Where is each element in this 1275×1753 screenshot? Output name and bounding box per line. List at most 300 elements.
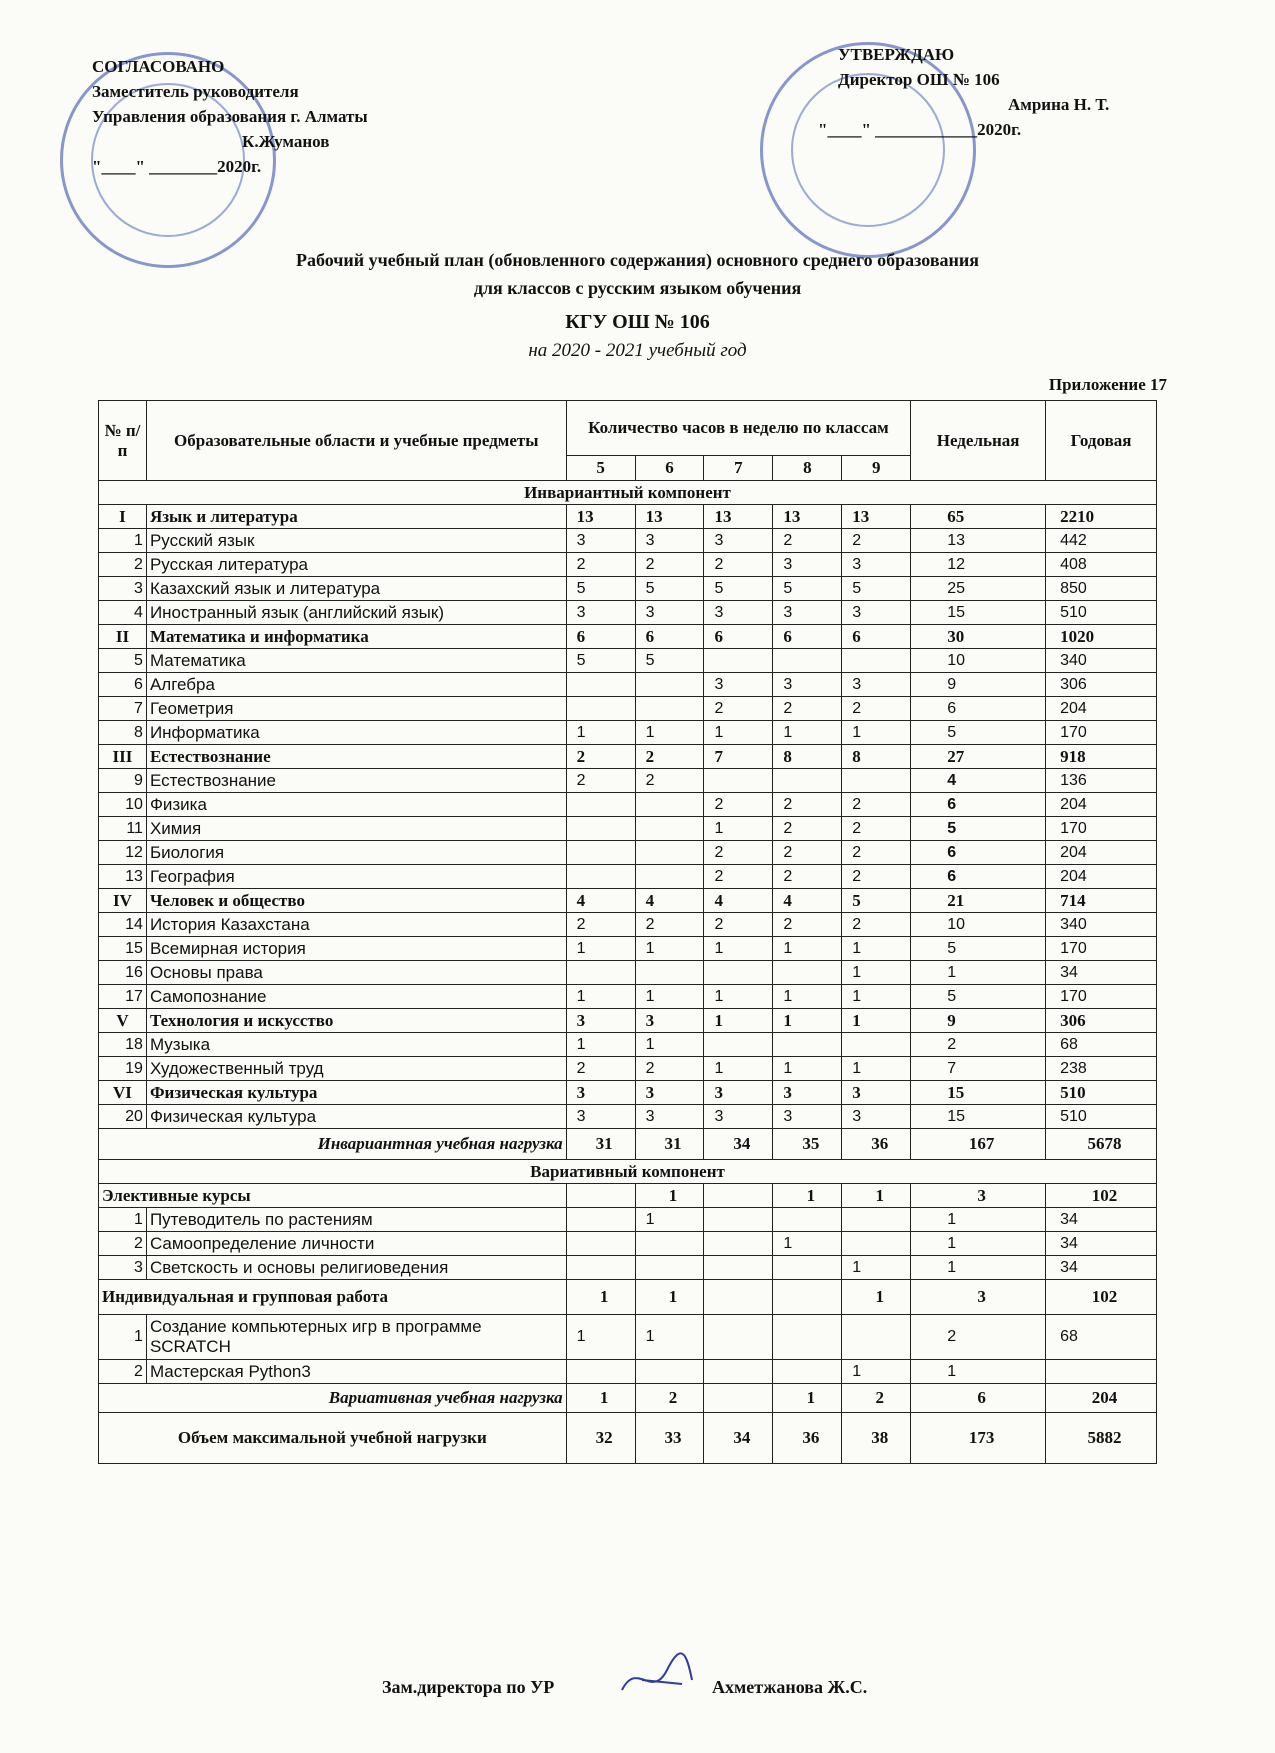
row-grade-8: 5 — [773, 577, 842, 601]
row-grade-8: 2 — [773, 697, 842, 721]
row-grade-6: 3 — [635, 529, 704, 553]
row-grade-5: 2 — [566, 1057, 635, 1081]
row-grade-6 — [635, 793, 704, 817]
grade-9: 9 — [842, 456, 911, 481]
row-grade-7 — [704, 1315, 773, 1360]
row-grade-7: 3 — [704, 1105, 773, 1129]
row-number: 3 — [99, 1256, 147, 1280]
appendix-label: Приложение 17 — [1048, 375, 1167, 394]
table-row — [99, 1057, 1157, 1081]
invariant-total-row-weekly: 167 — [911, 1129, 1046, 1160]
row-weekly: 10 — [911, 913, 1046, 937]
row-grade-9: 5 — [842, 577, 911, 601]
grade-7: 7 — [704, 456, 773, 481]
row-weekly: 5 — [911, 721, 1046, 745]
row-number: 15 — [99, 937, 147, 961]
row-grade-5: 1 — [566, 1315, 635, 1360]
invariant-total-row-grade-7: 34 — [704, 1129, 773, 1160]
table-row — [99, 841, 1157, 865]
row-grade-8: 2 — [773, 529, 842, 553]
row-yearly: 306 — [1046, 1009, 1157, 1033]
table-row — [99, 985, 1157, 1009]
row-subject: Математика — [146, 649, 566, 673]
row-yearly — [1046, 1360, 1157, 1384]
row-grade-6: 6 — [635, 625, 704, 649]
row-number: 4 — [99, 601, 147, 625]
table-row — [99, 529, 1157, 553]
row-number: 17 — [99, 985, 147, 1009]
row-grade-9 — [842, 769, 911, 793]
row-yearly: 306 — [1046, 673, 1157, 697]
row-grade-5: 3 — [566, 1105, 635, 1129]
table-row — [99, 1315, 1157, 1360]
row-grade-6: 1 — [635, 985, 704, 1009]
variative-total-row-grade-7 — [704, 1384, 773, 1413]
table-row — [99, 673, 1157, 697]
grade-5: 5 — [566, 456, 635, 481]
row-yearly: 340 — [1046, 913, 1157, 937]
invariant-total-row-grade-8: 35 — [773, 1129, 842, 1160]
max-total-row-grade-8: 36 — [773, 1413, 842, 1464]
row-grade-6: 5 — [635, 577, 704, 601]
invariant-total-row-yearly: 5678 — [1046, 1129, 1157, 1160]
row-grade-8: 4 — [773, 889, 842, 913]
row-grade-6: 1 — [635, 1033, 704, 1057]
elective-row-grade-8: 1 — [773, 1184, 842, 1208]
row-grade-7: 2 — [704, 865, 773, 889]
row-grade-7: 1 — [704, 937, 773, 961]
row-subject: Всемирная история — [146, 937, 566, 961]
row-subject: Мастерская Python3 — [146, 1360, 566, 1384]
row-grade-8: 3 — [773, 1081, 842, 1105]
table-row — [99, 865, 1157, 889]
header-yearly: Годовая — [1046, 401, 1157, 481]
row-grade-6: 1 — [635, 1208, 704, 1232]
row-subject: Биология — [146, 841, 566, 865]
invariant-total-row-grade-9: 36 — [842, 1129, 911, 1160]
row-weekly: 6 — [911, 697, 1046, 721]
row-grade-5: 2 — [566, 553, 635, 577]
row-grade-7: 2 — [704, 841, 773, 865]
row-grade-6 — [635, 817, 704, 841]
row-grade-9: 2 — [842, 529, 911, 553]
table-row — [99, 1081, 1157, 1105]
row-subject: Художественный труд — [146, 1057, 566, 1081]
invariant-total-row-grade-6: 31 — [635, 1129, 704, 1160]
row-weekly: 21 — [911, 889, 1046, 913]
row-grade-8: 2 — [773, 817, 842, 841]
row-subject: Казахский язык и литература — [146, 577, 566, 601]
row-grade-8 — [773, 1315, 842, 1360]
row-number: 11 — [99, 817, 147, 841]
individual-row-grade-5: 1 — [566, 1280, 635, 1315]
row-grade-9 — [842, 1232, 911, 1256]
row-yearly: 68 — [1046, 1315, 1157, 1360]
table-row — [99, 1256, 1157, 1280]
row-grade-8: 3 — [773, 1105, 842, 1129]
variative-total-row-weekly: 6 — [911, 1384, 1046, 1413]
row-weekly: 9 — [911, 1009, 1046, 1033]
row-grade-9: 2 — [842, 697, 911, 721]
row-grade-6: 5 — [635, 649, 704, 673]
row-number: III — [99, 745, 147, 769]
row-yearly: 238 — [1046, 1057, 1157, 1081]
row-weekly: 15 — [911, 1081, 1046, 1105]
row-grade-6: 1 — [635, 721, 704, 745]
row-grade-9: 3 — [842, 601, 911, 625]
approval-left-title: СОГЛАСОВАНО — [92, 57, 225, 76]
row-yearly: 442 — [1046, 529, 1157, 553]
row-grade-5: 1 — [566, 985, 635, 1009]
individual-row-grade-9: 1 — [842, 1280, 911, 1315]
row-yearly: 34 — [1046, 1208, 1157, 1232]
header-subject: Образовательные области и учебные предметы — [146, 401, 566, 481]
row-grade-5 — [566, 865, 635, 889]
row-number: V — [99, 1009, 147, 1033]
row-weekly: 15 — [911, 1105, 1046, 1129]
table-row — [99, 913, 1157, 937]
individual-row-grade-7 — [704, 1280, 773, 1315]
row-weekly: 1 — [911, 1360, 1046, 1384]
row-subject: Самопознание — [146, 985, 566, 1009]
row-grade-7: 7 — [704, 745, 773, 769]
row-grade-7 — [704, 1033, 773, 1057]
row-grade-7: 2 — [704, 697, 773, 721]
row-yearly: 170 — [1046, 721, 1157, 745]
individual-row-grade-8 — [773, 1280, 842, 1315]
row-grade-6: 3 — [635, 1105, 704, 1129]
row-yearly: 204 — [1046, 697, 1157, 721]
elective-row — [99, 1184, 1157, 1208]
row-grade-8: 6 — [773, 625, 842, 649]
approval-right-date: "____" ____________2020г. — [818, 120, 1022, 139]
row-weekly: 10 — [911, 649, 1046, 673]
row-number: II — [99, 625, 147, 649]
row-grade-6 — [635, 697, 704, 721]
row-grade-8: 2 — [773, 865, 842, 889]
approval-left-date: "____" ________2020г. — [92, 157, 262, 176]
individual-row-label: Индивидуальная и групповая работа — [99, 1280, 567, 1315]
row-grade-6: 2 — [635, 913, 704, 937]
row-grade-6 — [635, 841, 704, 865]
row-number: 2 — [99, 1360, 147, 1384]
row-number: 1 — [99, 529, 147, 553]
row-weekly: 27 — [911, 745, 1046, 769]
row-grade-9: 3 — [842, 553, 911, 577]
row-weekly: 9 — [911, 673, 1046, 697]
row-number: 2 — [99, 553, 147, 577]
max-total-row-label: Объем максимальной учебной нагрузки — [99, 1413, 567, 1464]
row-number: 20 — [99, 1105, 147, 1129]
table-row — [99, 745, 1157, 769]
table-row — [99, 553, 1157, 577]
row-grade-9: 1 — [842, 961, 911, 985]
row-grade-5: 3 — [566, 529, 635, 553]
row-weekly: 30 — [911, 625, 1046, 649]
row-grade-8: 1 — [773, 985, 842, 1009]
row-subject: Естествознание — [146, 769, 566, 793]
individual-row-yearly: 102 — [1046, 1280, 1157, 1315]
row-grade-9: 1 — [842, 1256, 911, 1280]
invariant-total-row — [99, 1129, 1157, 1160]
row-yearly: 204 — [1046, 841, 1157, 865]
row-grade-7 — [704, 1208, 773, 1232]
row-weekly: 15 — [911, 601, 1046, 625]
row-grade-9: 2 — [842, 817, 911, 841]
row-grade-7: 4 — [704, 889, 773, 913]
row-weekly: 1 — [911, 1256, 1046, 1280]
row-yearly: 1020 — [1046, 625, 1157, 649]
row-subject: Основы права — [146, 961, 566, 985]
row-subject: Естествознание — [146, 745, 566, 769]
row-weekly: 65 — [911, 505, 1046, 529]
row-grade-7 — [704, 649, 773, 673]
invariant-section — [99, 481, 1157, 505]
row-weekly: 12 — [911, 553, 1046, 577]
row-grade-8: 8 — [773, 745, 842, 769]
variative-total-row — [99, 1384, 1157, 1413]
row-grade-5: 13 — [566, 505, 635, 529]
row-subject: Русская литература — [146, 553, 566, 577]
row-subject: Человек и общество — [146, 889, 566, 913]
row-grade-5: 3 — [566, 1081, 635, 1105]
row-grade-5: 2 — [566, 913, 635, 937]
row-grade-9: 1 — [842, 1057, 911, 1081]
row-grade-5 — [566, 841, 635, 865]
row-grade-5: 1 — [566, 1033, 635, 1057]
row-grade-7: 2 — [704, 553, 773, 577]
row-grade-9 — [842, 1315, 911, 1360]
row-grade-9: 1 — [842, 1360, 911, 1384]
row-number: 12 — [99, 841, 147, 865]
table-row — [99, 1208, 1157, 1232]
variative-section-title: Вариативный компонент — [99, 1160, 1157, 1184]
row-subject: Геометрия — [146, 697, 566, 721]
row-number: 10 — [99, 793, 147, 817]
table-row — [99, 721, 1157, 745]
approval-right-signer: Амрина Н. Т. — [1008, 95, 1110, 114]
row-grade-7: 1 — [704, 1009, 773, 1033]
row-grade-8 — [773, 1033, 842, 1057]
approval-left — [92, 54, 368, 179]
elective-row-yearly: 102 — [1046, 1184, 1157, 1208]
row-grade-6: 13 — [635, 505, 704, 529]
row-weekly: 1 — [911, 961, 1046, 985]
row-grade-6 — [635, 673, 704, 697]
row-grade-8: 3 — [773, 673, 842, 697]
row-yearly: 34 — [1046, 961, 1157, 985]
row-yearly: 714 — [1046, 889, 1157, 913]
row-grade-8 — [773, 961, 842, 985]
row-grade-9 — [842, 1033, 911, 1057]
row-grade-5 — [566, 1232, 635, 1256]
row-grade-9: 6 — [842, 625, 911, 649]
footer-signature — [612, 1650, 702, 1705]
individual-row — [99, 1280, 1157, 1315]
row-grade-9: 8 — [842, 745, 911, 769]
row-number: 13 — [99, 865, 147, 889]
row-grade-6: 1 — [635, 937, 704, 961]
max-total-row-grade-5: 32 — [566, 1413, 635, 1464]
row-grade-7: 3 — [704, 601, 773, 625]
doc-title-year: на 2020 - 2021 учебный год — [528, 340, 747, 361]
row-grade-9: 3 — [842, 1081, 911, 1105]
row-number: 1 — [99, 1315, 147, 1360]
row-yearly: 136 — [1046, 769, 1157, 793]
max-total-row-weekly: 173 — [911, 1413, 1046, 1464]
row-grade-9: 2 — [842, 913, 911, 937]
row-weekly: 5 — [911, 985, 1046, 1009]
approval-left-signer: К.Жуманов — [242, 132, 330, 151]
row-grade-7: 1 — [704, 1057, 773, 1081]
row-number: VI — [99, 1081, 147, 1105]
row-grade-8: 2 — [773, 913, 842, 937]
table-row — [99, 1033, 1157, 1057]
row-grade-8: 1 — [773, 721, 842, 745]
max-total-row-grade-7: 34 — [704, 1413, 773, 1464]
row-grade-6: 3 — [635, 1081, 704, 1105]
row-grade-6 — [635, 865, 704, 889]
row-number: 5 — [99, 649, 147, 673]
row-weekly: 4 — [911, 769, 1046, 793]
row-subject: Создание компьютерных игр в программе SCRATCH — [146, 1315, 566, 1360]
row-subject: Русский язык — [146, 529, 566, 553]
row-weekly: 25 — [911, 577, 1046, 601]
grade-6: 6 — [635, 456, 704, 481]
row-grade-7: 3 — [704, 1081, 773, 1105]
row-number: 9 — [99, 769, 147, 793]
row-subject: Путеводитель по растениям — [146, 1208, 566, 1232]
max-total-row-grade-9: 38 — [842, 1413, 911, 1464]
row-grade-9: 3 — [842, 1105, 911, 1129]
variative-total-row-yearly: 204 — [1046, 1384, 1157, 1413]
row-number: 14 — [99, 913, 147, 937]
row-grade-6 — [635, 1360, 704, 1384]
row-grade-5: 1 — [566, 937, 635, 961]
elective-row-grade-5 — [566, 1184, 635, 1208]
row-grade-6: 2 — [635, 769, 704, 793]
doc-title-line1: Рабочий учебный план (обновленного содержания) основного среднего образования — [295, 250, 980, 270]
row-weekly: 6 — [911, 841, 1046, 865]
row-grade-9: 2 — [842, 793, 911, 817]
row-grade-5: 3 — [566, 601, 635, 625]
row-grade-9: 5 — [842, 889, 911, 913]
row-subject: Физическая культура — [146, 1081, 566, 1105]
row-grade-7: 1 — [704, 721, 773, 745]
row-subject: Светскость и основы религиоведения — [146, 1256, 566, 1280]
variative-total-row-label: Вариативная учебная нагрузка — [99, 1384, 567, 1413]
row-grade-6 — [635, 961, 704, 985]
row-grade-7: 5 — [704, 577, 773, 601]
row-yearly: 204 — [1046, 793, 1157, 817]
row-weekly: 1 — [911, 1232, 1046, 1256]
row-yearly: 34 — [1046, 1232, 1157, 1256]
curriculum-table — [98, 400, 1157, 1464]
row-grade-8: 13 — [773, 505, 842, 529]
elective-row-label: Элективные курсы — [99, 1184, 567, 1208]
row-grade-7: 2 — [704, 793, 773, 817]
row-grade-5 — [566, 1208, 635, 1232]
row-grade-6 — [635, 1256, 704, 1280]
row-yearly: 2210 — [1046, 505, 1157, 529]
header-num: № п/п — [99, 401, 147, 481]
row-grade-8: 1 — [773, 1009, 842, 1033]
elective-row-grade-6: 1 — [635, 1184, 704, 1208]
row-yearly: 170 — [1046, 817, 1157, 841]
row-grade-7 — [704, 961, 773, 985]
header-weekly: Недельная — [911, 401, 1046, 481]
row-grade-5: 5 — [566, 577, 635, 601]
row-subject: Химия — [146, 817, 566, 841]
row-number: 19 — [99, 1057, 147, 1081]
row-subject: Информатика — [146, 721, 566, 745]
table-row — [99, 505, 1157, 529]
row-weekly: 5 — [911, 817, 1046, 841]
row-number: 8 — [99, 721, 147, 745]
row-weekly: 13 — [911, 529, 1046, 553]
row-grade-6: 3 — [635, 1009, 704, 1033]
row-grade-5 — [566, 793, 635, 817]
footer-position: Зам.директора по УР — [382, 1677, 555, 1697]
table-row — [99, 889, 1157, 913]
row-number: 2 — [99, 1232, 147, 1256]
row-number: 7 — [99, 697, 147, 721]
row-grade-8: 2 — [773, 841, 842, 865]
row-grade-8: 3 — [773, 601, 842, 625]
row-yearly: 510 — [1046, 1105, 1157, 1129]
row-subject: Физическая культура — [146, 1105, 566, 1129]
row-grade-7: 2 — [704, 913, 773, 937]
row-grade-5 — [566, 817, 635, 841]
table-row — [99, 1360, 1157, 1384]
row-grade-5: 6 — [566, 625, 635, 649]
row-grade-7 — [704, 1256, 773, 1280]
row-weekly: 6 — [911, 793, 1046, 817]
table-row — [99, 793, 1157, 817]
footer-name: Ахметжанова Ж.С. — [712, 1677, 868, 1697]
row-grade-9: 1 — [842, 721, 911, 745]
row-grade-5: 4 — [566, 889, 635, 913]
row-grade-6: 1 — [635, 1315, 704, 1360]
max-total-row-grade-6: 33 — [635, 1413, 704, 1464]
row-grade-7: 1 — [704, 817, 773, 841]
max-total-row — [99, 1413, 1157, 1464]
row-number: 16 — [99, 961, 147, 985]
variative-total-row-grade-8: 1 — [773, 1384, 842, 1413]
invariant-section-title: Инвариантный компонент — [99, 481, 1157, 505]
table-row — [99, 649, 1157, 673]
table-row — [99, 697, 1157, 721]
row-grade-7 — [704, 1360, 773, 1384]
row-subject: Физика — [146, 793, 566, 817]
row-weekly: 6 — [911, 865, 1046, 889]
row-grade-8: 2 — [773, 793, 842, 817]
row-grade-9 — [842, 1208, 911, 1232]
invariant-total-row-grade-5: 31 — [566, 1129, 635, 1160]
row-number: 18 — [99, 1033, 147, 1057]
row-subject: Иностранный язык (английский язык) — [146, 601, 566, 625]
row-grade-6: 2 — [635, 1057, 704, 1081]
row-grade-8 — [773, 649, 842, 673]
row-yearly: 68 — [1046, 1033, 1157, 1057]
row-grade-5 — [566, 1256, 635, 1280]
individual-row-weekly: 3 — [911, 1280, 1046, 1315]
row-subject: Алгебра — [146, 673, 566, 697]
row-grade-5 — [566, 697, 635, 721]
elective-row-grade-7 — [704, 1184, 773, 1208]
row-number: 6 — [99, 673, 147, 697]
row-grade-8 — [773, 1360, 842, 1384]
